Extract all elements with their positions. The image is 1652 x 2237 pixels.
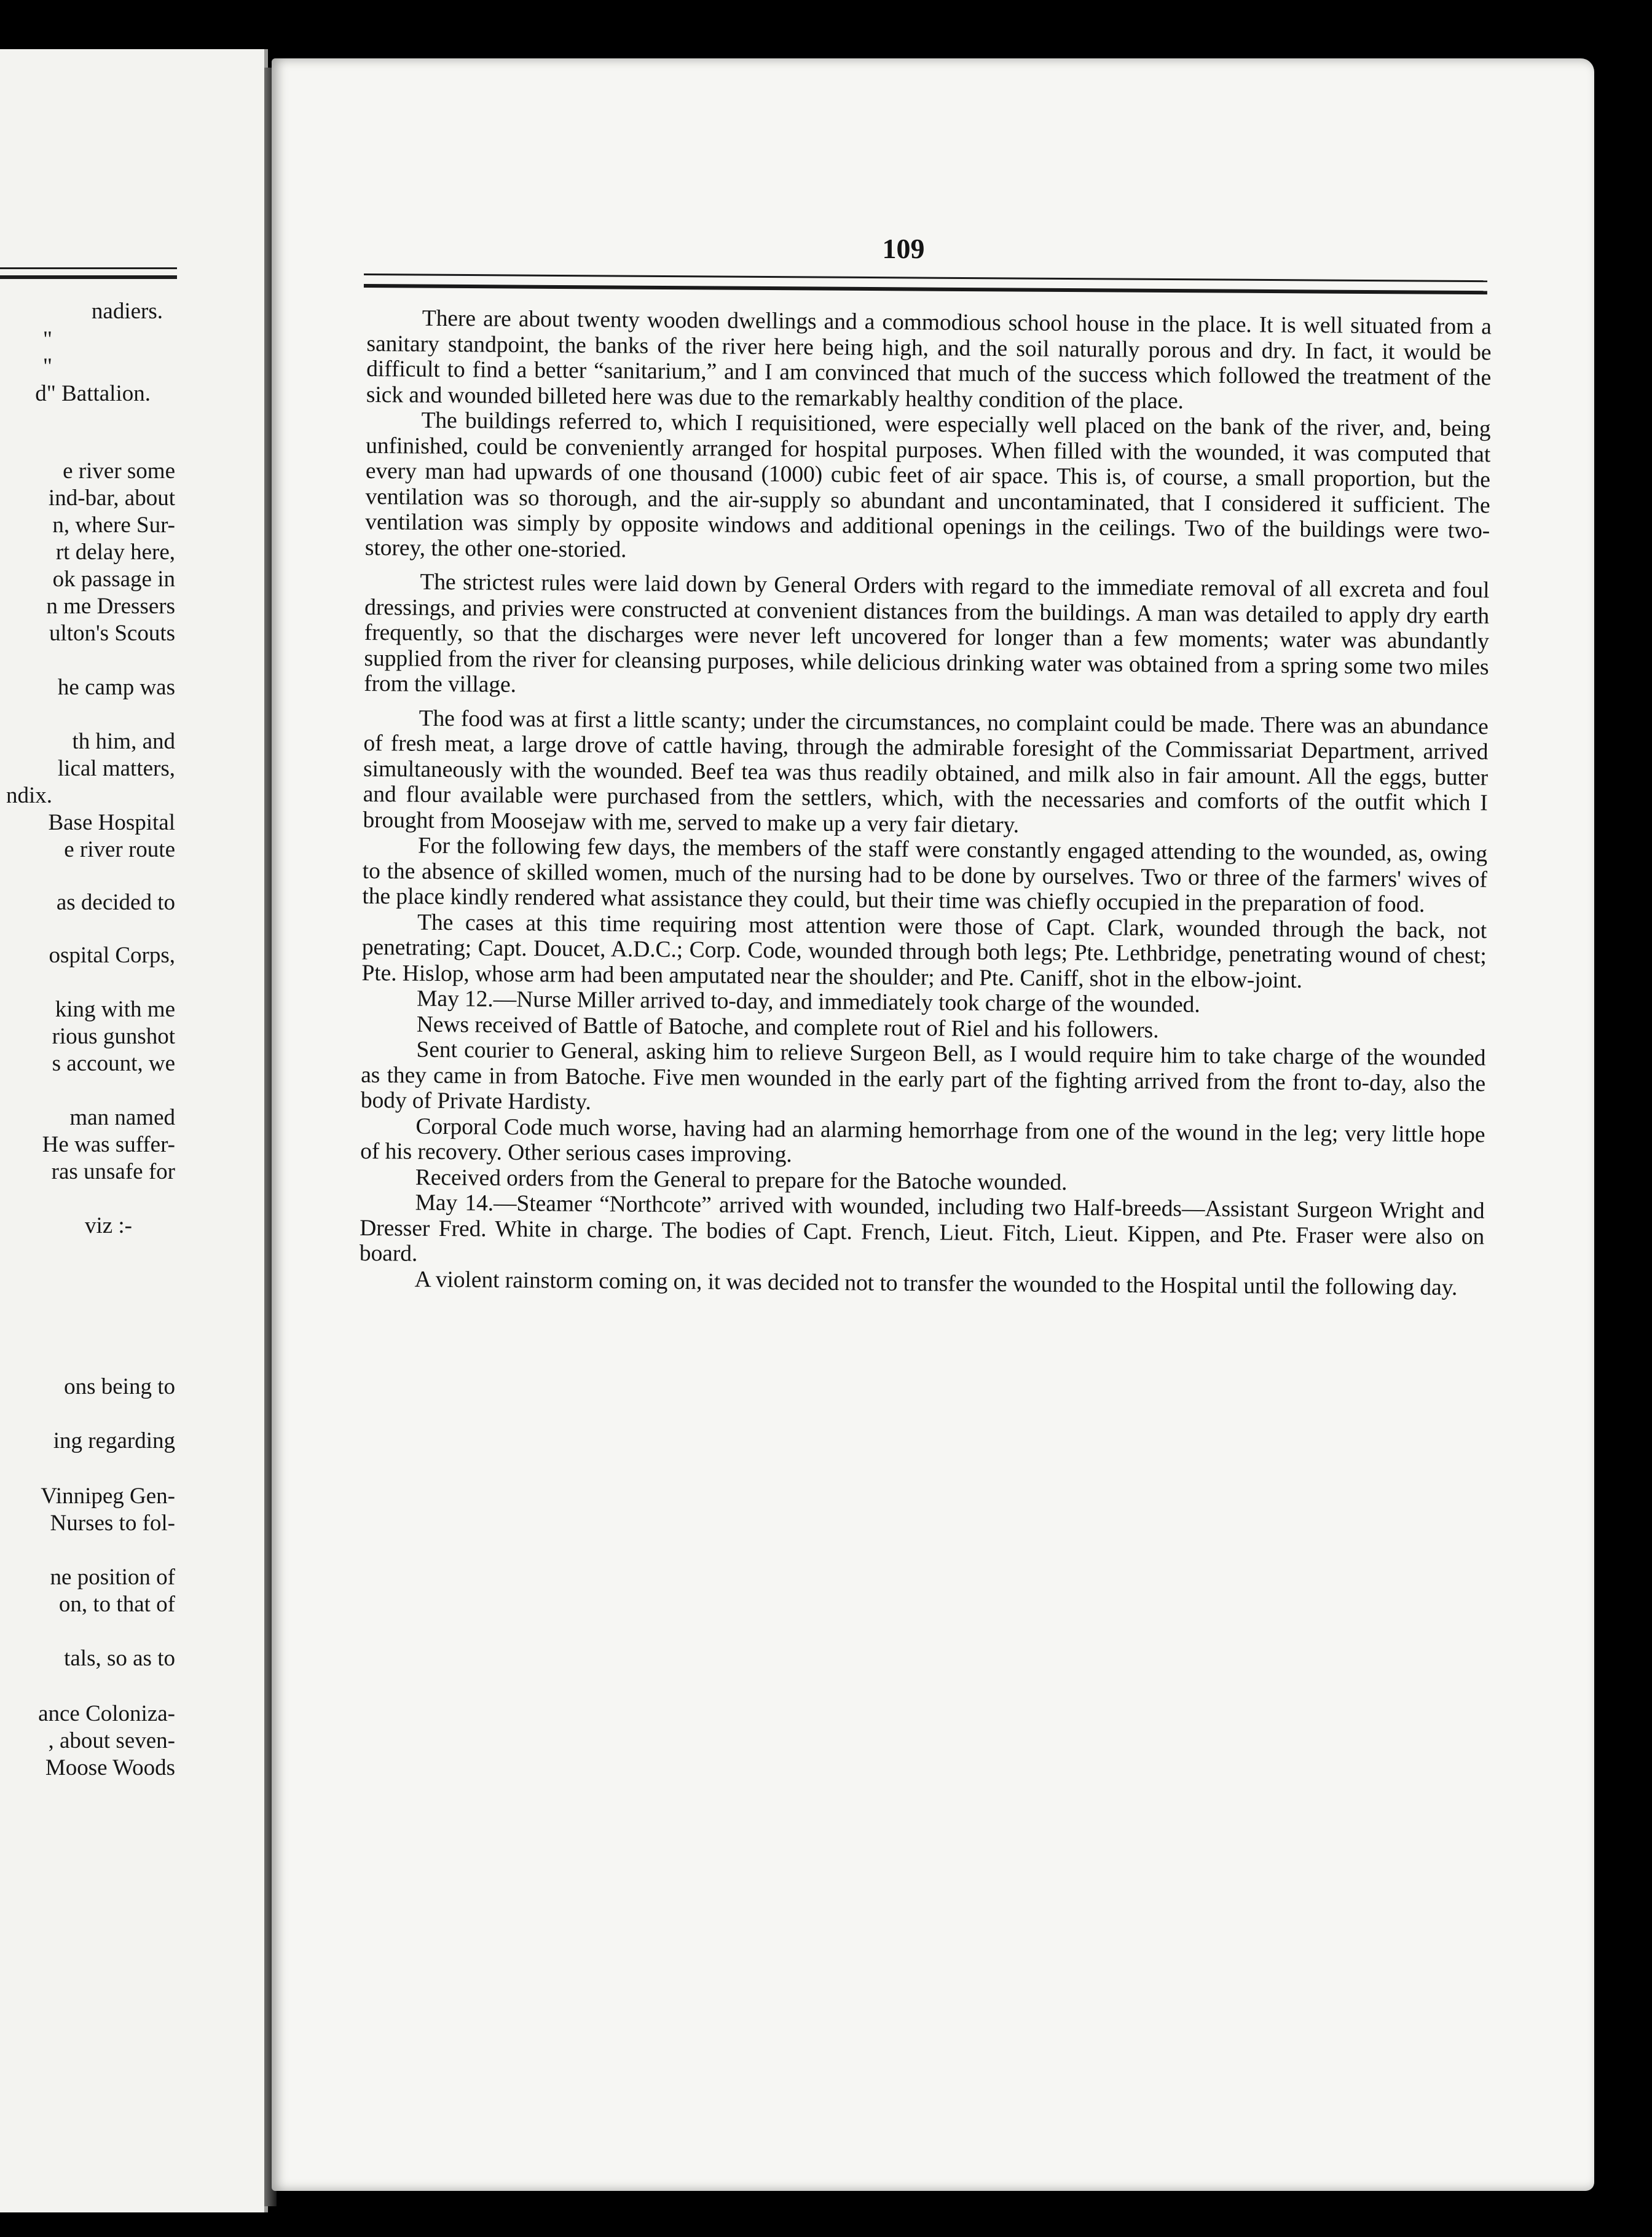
previous-page-line: Moose Woods (45, 1755, 175, 1780)
previous-page-line: Nurses to fol- (50, 1511, 175, 1536)
previous-page-line: ance Coloniza- (38, 1701, 175, 1726)
previous-page-line: king with me (55, 997, 175, 1022)
previous-page-line: ind-bar, about (48, 486, 175, 511)
previous-page-line: on, to that of (58, 1592, 175, 1617)
previous-page-line: ospital Corps, (49, 943, 175, 968)
previous-page-line: e river some (63, 458, 175, 484)
previous-page-line: s account, we (52, 1051, 175, 1076)
previous-page-line: He was suffer- (42, 1132, 175, 1157)
paragraph: There are about twenty wooden dwellings and a commodious school house in the place. It is well situated from a sanitary standpoint, the banks of the river here being high, and the soil naturally porous and dry. In fact, it would be difficult to find a better “sanitarium,” and I am convinced that much of the success which followed the treatment of the sick and wounded billeted here was due to the remarkably healthy condition of the place. (366, 305, 1492, 414)
previous-page-line: ing regarding (53, 1428, 175, 1453)
previous-page-line: viz :- (84, 1213, 132, 1238)
page-body (359, 305, 1492, 1300)
paragraph: News received of Battle of Batoche, and complete rout of Riel and his followers. (416, 1012, 1159, 1043)
previous-page-line: ne position of (50, 1565, 175, 1590)
previous-page-line: Vinnipeg Gen- (41, 1484, 175, 1509)
paragraph: The food was at first a little scanty; under the circumstances, no complaint could be made. There was an abundance of fresh meat, a large drove of cattle having, through the admirable foresight of the Commissariat Department, arrived simultaneously with the wounded. Beef tea was thus readily obtained, and milk also in fair amount. All the eggs, butter and flour available were purchased from the settlers, which, with the necessaries and comforts of the outfit which I brought from Moosejaw with me, served to make up a very fair dietary. (363, 706, 1489, 838)
previous-page-line: nadiers. (91, 299, 163, 324)
previous-page-line: ras unsafe for (51, 1159, 175, 1184)
previous-page-line: ons being to (64, 1374, 175, 1399)
previous-page-line: ulton's Scouts (49, 621, 175, 646)
previous-page-line: lical matters, (57, 756, 175, 781)
previous-page-line: rt delay here, (55, 540, 175, 565)
previous-page-line: rious gunshot (52, 1024, 175, 1049)
paragraph: For the following few days, the members of the staff were constantly engaged attending to the wounded, as, owing to the absence of skilled women, much of the nursing had to be done by ourselves. Two or three of the farmers' wives of the place kindly rendered what assistance they could, but their time was chiefly occupied in the preparation of food. (362, 833, 1488, 918)
header-rule (364, 273, 1487, 294)
paragraph: The buildings referred to, which I requisitioned, were especially well placed on the bank of the river, and, being unfinished, could be conveniently arranged for hospital purposes. When filled with the wounded, it was computed that every man had upwards of one thousand (1000) cubic feet of air space. This is, of course, a small proportion, but the ventilation was so thorough, and the air-supply so abundant and uncontaminated, that I considered it sufficient. The ventilation was simply by opposite windows and additional openings in the ceilings. Two of the buildings were two-storey, the other one-storied. (364, 407, 1491, 562)
previous-page-rule (0, 267, 177, 279)
previous-page-line: ndix. (6, 783, 52, 808)
previous-page (0, 49, 268, 2212)
paragraph: The strictest rules were laid down by General Orders with regard to the immediate removal of all excreta and foul dressings, and privies were constructed at convenient distances from the buildings. A man was detailed to apply dry earth frequently, so that the discharges were never left uncovered for longer than a few moments; water was abundantly supplied from the river for cleansing purposes, while delicious drinking water was obtained from a spring some two miles from the village. (364, 569, 1490, 698)
paragraph: May 12.—Nurse Miller arrived to-day, and immediately took charge of the wounded. (416, 986, 1200, 1018)
paragraph: Received orders from the General to prepare for the Batoche wounded. (415, 1165, 1068, 1195)
previous-page-line: as decided to (56, 890, 175, 915)
previous-page-line: Base Hospital (48, 810, 175, 835)
previous-page-line: th him, and (72, 729, 175, 754)
paragraph: Sent courier to General, asking him to relieve Surgeon Bell, as I would require him to take charge of the wounded as they came in from Batoche. Five men wounded in the early part of the fighting arrived from the front to-day, also the body of Private Hardisty. (360, 1037, 1486, 1115)
previous-page-line: ok passage in (52, 567, 175, 592)
paragraph: Corporal Code much worse, having had an alarming hemorrhage from one of the wound in the leg; very little hope of his recovery. Other serious cases improving. (360, 1114, 1485, 1168)
previous-page-line: he camp was (57, 675, 175, 700)
previous-page-line: , about seven- (48, 1728, 175, 1753)
previous-page-line: tals, so as to (64, 1646, 175, 1671)
previous-page-line: " (42, 354, 52, 379)
paragraph: A violent rainstorm coming on, it was decided not to transfer the wounded to the Hospital until the following day. (414, 1267, 1458, 1300)
previous-page-line: n, where Sur- (52, 513, 175, 538)
previous-page-line: n me Dressers (46, 594, 175, 619)
current-page (272, 58, 1594, 2191)
page-number: 109 (882, 233, 925, 264)
previous-page-line: e river route (64, 837, 175, 862)
paragraph: The cases at this time requiring most attention were those of Capt. Clark, wounded through the back, not penetrating; Capt. Doucet, A.D.C.; Corp. Code, wounded through both legs; Pte. Lethbridge, penetrating wound of chest; Pte. Hislop, whose arm had been amputated near the shoulder; and Pte. Caniff, shot in the elbow-joint. (361, 910, 1487, 993)
previous-page-line: d" Battalion. (35, 381, 151, 406)
previous-page-line: " (42, 327, 52, 352)
previous-page-line: man named (69, 1105, 175, 1130)
paragraph: May 14.—Steamer “Northcote” arrived with wounded, including two Half-breeds—Assistant Surgeon Wright and Dresser Fred. White in charge. The bodies of Capt. French, Lieut. Fitch, Lieut. Kippen, and Pte. Fraser were also on board. (359, 1190, 1485, 1267)
